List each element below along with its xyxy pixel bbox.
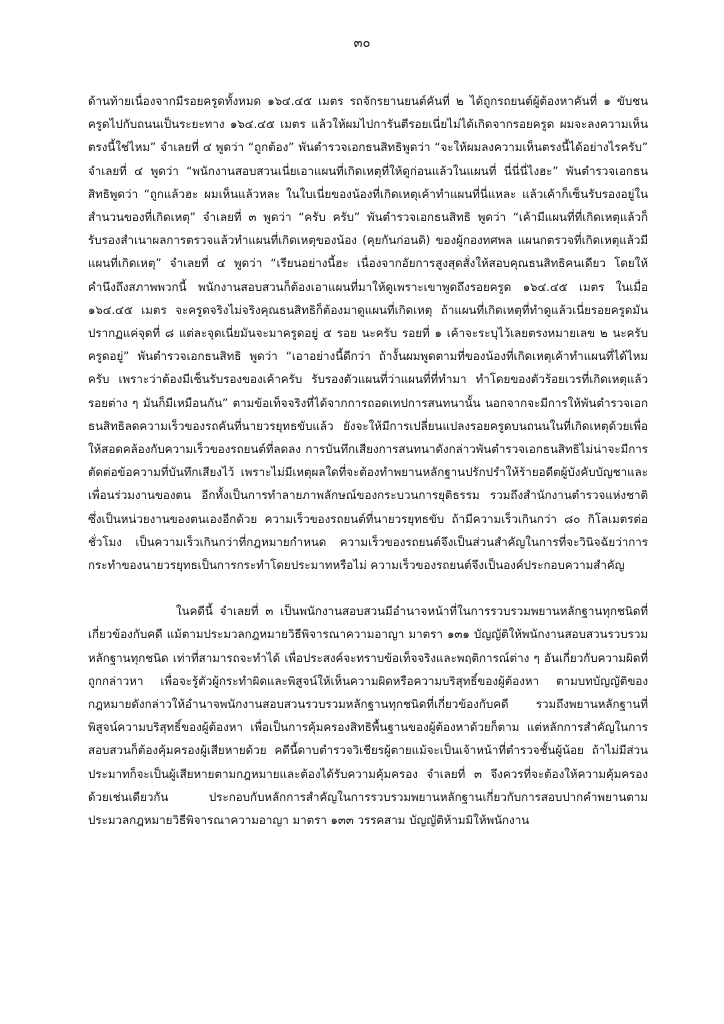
page-number: ๓๐: [353, 36, 371, 51]
body-text: [88, 90, 648, 832]
paragraph-1: ด้านท้ายเนื่องจากมีรอยครูดทั้งหมด ๑๖๔.๔๕ เมตร รถจักรยานยนต์คันที่ ๒ ได้ถูกรถยนต์ผู้ต้องหาคันที่ ๑ ขับชนครูดไปกับถนนเป็นระยะทาง ๑๖๔.๔๕ เมตร แล้วให้ผมไปการันตีรอยเนี่ยไม่ได้เกิดจากรอยครูด ผมจะลงความเห็นตรงนี้ใช่ไหม” จำเลยที่ ๔ พูดว่า “ถูกต้อง” พันตำรวจเอกธนสิทธิพูดว่า “จะให้ผมลงความเห็นตรงนี้ได้อย่างไรครับ” จำเลยที่ ๔ พูดว่า “พนักงานสอบสวนเนี่ยเอาแผนที่เกิดเหตุที่ให้ดูก่อนแล้วในแผนที่ นี่นี่นี่ไงฮะ” พันตำรวจเอกธนสิทธิพูดว่า “ถูกแล้วฮะ ผมเห็นแล้วหละ ในใบเนี่ยของน้องที่เกิดเหตุเค้าทำแผนที่นี่แหละ แล้วเค้าก็เซ็นรับรองอยู่ในสำนวนของที่เกิดเหตุ” จำเลยที่ ๓ พูดว่า “ครับ ครับ” พันตำรวจเอกธนสิทธิ พูดว่า “เค้ามีแผนที่ที่เกิดเหตุแล้วก็รับรองสำเนาผลการตรวจแล้วทำแผนที่เกิดเหตุของน้อง (คุยกันก่อนดิ) ของผู้กองทศพล แผนกตรวจที่เกิดเหตุแล้วมีแผนที่เกิดเหตุ” จำเลยที่ ๔ พูดว่า “เรียนอย่างนี้ฮะ เนื่องจากอัยการสูงสุดสั่งให้สอบคุณธนสิทธิคนเดียว โดยให้คำนึงถึงสภาพพวกนี้ พนักงานสอบสวนก็ต้องเอาแผนที่มาให้ดูเพราะเขาพูดถึงรอยครูด ๑๖๔.๔๕ เมตร ในเมื่อ ๑๖๔.๔๕ เมตร จะครูดจริงไม่จริงคุณธนสิทธิก็ต้องมาดูแผนที่เกิดเหตุ ถ้าแผนที่เกิดเหตุที่ทำดูแล้วเนี่ยรอยครูดมันปรากฏแค่จุดที่ ๘ แต่ละจุดเนี่ยมันจะมาครูดอยู่ ๕ รอย นะครับ รอยที่ ๑ เค้าจะระบุไว้เลยตรงหมายเลข ๒ นะครับ ครูดอยู่” พันตำรวจเอกธนสิทธิ พูดว่า “เอาอย่างนี้ดีกว่า ถ้างั้นผมพูดตามที่ของน้องที่เกิดเหตุเค้าทำแผนที่ได้ไหมครับ เพราะว่าต้องมีเซ็นรับรองของเค้าครับ รับรองตัวแผนที่ว่าแผนที่ที่ทำมา ทำโดยของตัวร้อยเวรที่เกิดเหตุแล้วรอยต่าง ๆ มันก็มีเหมือนกัน” ตามข้อเท็จจริงที่ได้จากการถอดเทปการสนทนานั้น นอกจากจะมีการให้พันตำรวจเอกธนสิทธิลดความเร็วของรถคันที่นายวรยุทธขับแล้ว ยังจะให้มีการเปลี่ยนแปลงรอยครูดบนถนนในที่เกิดเหตุด้วยเพื่อให้สอดคล้องกับความเร็วของรถยนต์ที่ลดลง การบันทึกเสียงการสนทนาดังกล่าวพันตำรวจเอกธนสิทธิไม่น่าจะมีการตัดต่อข้อความที่บันทึกเสียงไว้ เพราะไม่มีเหตุผลใดที่จะต้องทำพยานหลักฐานปรักปรำให้ร้ายอดีตผู้บังคับบัญชาและเพื่อนร่วมงานของตน อีกทั้งเป็นการทำลายภาพลักษณ์ของกระบวนการยุติธรรม รวมถึงสำนักงานตำรวจแห่งชาติซึ่งเป็นหน่วยงานของตนเองอีกด้วย ความเร็วของรถยนต์ที่นายวรยุทธขับ ถ้ามีความเร็วเกินกว่า ๘๐ กิโลเมตรต่อชั่วโมง เป็นความเร็วเกินกว่าที่กฎหมายกำหนด ความเร็วของรถยนต์จึงเป็นส่วนสำคัญในการที่จะวินิจฉัยว่าการกระทำของนายวรยุทธเป็นการกระทำโดยประมาทหรือไม่ ความเร็วของรถยนต์จึงเป็นองค์ประกอบความสำคัญ: [88, 94, 648, 573]
paragraph-2: ในคดีนี้ จำเลยที่ ๓ เป็นพนักงานสอบสวนมีอำนาจหน้าที่ในการรวบรวมพยานหลักฐานทุกชนิดที่เกี่ยวข้องกับคดี แม้ตามประมวลกฎหมายวิธีพิจารณาความอาญา มาตรา ๑๓๑ บัญญัติให้พนักงานสอบสวนรวบรวมหลักฐานทุกชนิด เท่าที่สามารถจะทำได้ เพื่อประสงค์จะทราบข้อเท็จจริงและพฤติการณ์ต่าง ๆ อันเกี่ยวกับความผิดที่ถูกกล่าวหา เพื่อจะรู้ตัวผู้กระทำผิดและพิสูจน์ให้เห็นความผิดหรือความบริสุทธิ์ของผู้ต้องหา ตามบทบัญญัติของกฎหมายดังกล่าวให้อำนาจพนักงานสอบสวนรวบรวมหลักฐานทุกชนิดที่เกี่ยวข้องกับคดี รวมถึงพยานหลักฐานที่พิสูจน์ความบริสุทธิ์ของผู้ต้องหา เพื่อเป็นการคุ้มครองสิทธิพื้นฐานของผู้ต้องหาด้วยก็ตาม แต่หลักการสำคัญในการสอบสวนก็ต้องคุ้มครองผู้เสียหายด้วย คดีนี้ดาบตำรวจวิเชียรผู้ตายแม้จะเป็นเจ้าหน้าที่ตำรวจชั้นผู้น้อย ถ้าไม่มีส่วนประมาทก็จะเป็นผู้เสียหายตามกฎหมายและต้องได้รับความคุ้มครอง จำเลยที่ ๓ จึงควรที่จะต้องให้ความคุ้มครองด้วยเช่นเดียวกัน ประกอบกับหลักการสำคัญในการรวบรวมพยานหลักฐานเกี่ยวกับการสอบปากคำพยานตามประมวลกฎหมายวิธีพิจารณาความอาญา มาตรา ๑๓๓ วรรคสาม บัญญัติห้ามมิให้พนักงาน: [88, 604, 648, 828]
